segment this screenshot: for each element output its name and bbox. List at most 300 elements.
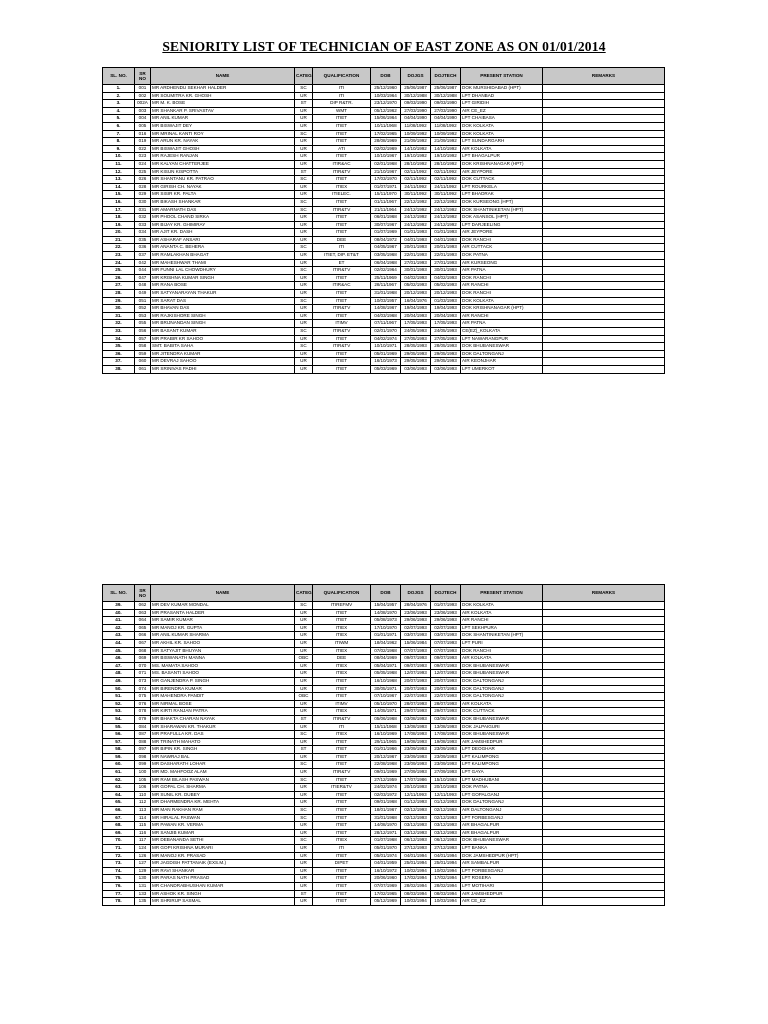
sl-no-cell: 24. (103, 259, 135, 267)
qualification-cell: ITIEX (313, 183, 371, 191)
name-cell: MR RAJKISHORE SINGH (151, 312, 295, 320)
dob-cell: 16/10/1973 (371, 358, 401, 366)
dojtech-cell: 03/12/1993 (431, 829, 461, 837)
sl-no-cell: 46. (103, 655, 135, 663)
name-cell: MR RAM BILASH PASWAN (151, 776, 295, 784)
category-cell: ST (295, 100, 313, 108)
sl-no-cell: 58. (103, 746, 135, 754)
dojgs-cell: 19/04/1993 (401, 305, 431, 313)
dob-cell: 16/10/1972 (371, 867, 401, 875)
name-cell: MR GOPI KRISHNA MURARI (151, 845, 295, 853)
category-cell: UR (295, 138, 313, 146)
qualification-cell: ITIET (313, 799, 371, 807)
qualification-cell: ITI (313, 723, 371, 731)
sr-no-cell: 005 (135, 122, 151, 130)
dojgs-cell: 29/05/1993 (401, 350, 431, 358)
dojgs-cell: 04/01/1994 (401, 852, 431, 860)
qualification-cell: ITIET (313, 176, 371, 184)
remarks-cell (543, 655, 665, 663)
sr-no-cell: 031 (135, 206, 151, 214)
name-cell: MR PRASANTA HALDER (151, 609, 295, 617)
sl-no-cell: 35. (103, 343, 135, 351)
dob-cell: 05/12/1962 (371, 107, 401, 115)
sr-no-cell: 052 (135, 305, 151, 313)
sl-no-cell: 39. (103, 602, 135, 610)
remarks-cell (543, 867, 665, 875)
dob-cell: 23/12/1970 (371, 100, 401, 108)
remarks-cell (543, 214, 665, 222)
remarks-cell (543, 145, 665, 153)
table-row (103, 115, 665, 123)
qualification-cell: ITIR&AC (313, 282, 371, 290)
table-header-2 (103, 585, 665, 602)
table-row (103, 845, 665, 853)
sr-no-cell: 062 (135, 602, 151, 610)
category-header: CATEG (295, 68, 313, 85)
category-cell: UR (295, 753, 313, 761)
name-cell: MR BISWANATH MANNA (151, 655, 295, 663)
remarks-cell (543, 183, 665, 191)
remarks-cell (543, 115, 665, 123)
name-cell: MR KRISHNA KUMAR SINGH (151, 274, 295, 282)
qualification-cell: DEE (313, 236, 371, 244)
sr-no-cell: 135 (135, 898, 151, 906)
remarks-cell (543, 860, 665, 868)
dob-cell: 02/02/1964 (371, 267, 401, 275)
category-cell: UR (295, 700, 313, 708)
remarks-cell (543, 206, 665, 214)
dob-cell: 14/05/1971 (371, 708, 401, 716)
sr-no-cell: 003 (135, 107, 151, 115)
qualification-cell: ITIET (313, 882, 371, 890)
category-cell: SC (295, 267, 313, 275)
present-station-cell: DOK ASANSOL (HPT) (461, 214, 543, 222)
sr-no-cell: 100 (135, 769, 151, 777)
sl-no-cell: 29. (103, 297, 135, 305)
dob-cell: 01/11/1967 (371, 198, 401, 206)
dojgs-cell: 22/12/1992 (401, 198, 431, 206)
sr-no-cell: 019 (135, 138, 151, 146)
dojtech-cell: 28/02/1994 (431, 882, 461, 890)
remarks-cell (543, 602, 665, 610)
dojgs-cell: 23/09/1993 (401, 761, 431, 769)
sr-no-cell: 076 (135, 700, 151, 708)
category-cell: SC (295, 297, 313, 305)
sr-no-cell: 001 (135, 85, 151, 93)
remarks-cell (543, 328, 665, 336)
table-row (103, 829, 665, 837)
dojtech-cell: 12/11/1993 (431, 791, 461, 799)
table-row (103, 890, 665, 898)
dob-cell: 20/06/1960 (371, 875, 401, 883)
sl-no-cell: 57. (103, 738, 135, 746)
sl-no-cell: 1. (103, 85, 135, 93)
remarks-cell (543, 138, 665, 146)
qualification-cell: ITIWM (313, 639, 371, 647)
qualification-cell: ITIET (313, 214, 371, 222)
dojgs-cell: 12/11/1993 (401, 791, 431, 799)
remarks-cell (543, 852, 665, 860)
present-station-cell: AIR KOLKATA (461, 655, 543, 663)
dojtech-cell: 03/12/1993 (431, 822, 461, 830)
dojgs-cell: 30/11/1992 (401, 191, 431, 199)
name-cell: MR SATYANARAYAN THAKUR (151, 290, 295, 298)
qualification-cell: ITIET (313, 115, 371, 123)
dojtech-cell: 02/12/1993 (431, 814, 461, 822)
dob-cell: 29/11/1965 (371, 738, 401, 746)
sr-no-cell: 071 (135, 670, 151, 678)
dojgs-cell: 03/08/1993 (401, 715, 431, 723)
category-cell: UR (295, 898, 313, 906)
qualification-cell: ITIET (313, 852, 371, 860)
sr-no-cell: 025 (135, 168, 151, 176)
name-cell: MR SANJIB KUMAR (151, 829, 295, 837)
remarks-cell (543, 267, 665, 275)
dob-cell: 10/03/1964 (371, 92, 401, 100)
qualification-cell: ITIET (313, 898, 371, 906)
table-row (103, 122, 665, 130)
qualification-cell: ITIET (313, 198, 371, 206)
category-cell: UR (295, 145, 313, 153)
remarks-cell (543, 274, 665, 282)
present-station-cell: DOK JAMSHEDPUR (HPT) (461, 852, 543, 860)
category-cell: UR (295, 274, 313, 282)
dob-cell: 05/06/1968 (371, 715, 401, 723)
dob-cell: 03/05/1968 (371, 252, 401, 260)
sl-no-cell: 44. (103, 639, 135, 647)
dob-cell: 05/12/1969 (371, 898, 401, 906)
sl-no-cell: 14. (103, 183, 135, 191)
sr-no-cell: 059 (135, 350, 151, 358)
table-row (103, 670, 665, 678)
name-cell: MR MRINAL KANTI ROY (151, 130, 295, 138)
name-cell: MR ANANTA C. BEHERA (151, 244, 295, 252)
qualification-cell: ITIET (313, 274, 371, 282)
sr-no-cell: 105 (135, 776, 151, 784)
name-cell: SMT. BABITA SAHA (151, 343, 295, 351)
remarks-cell (543, 320, 665, 328)
category-cell: SC (295, 328, 313, 336)
table-row (103, 229, 665, 237)
name-cell: MR RAVI SHANKAR (151, 867, 295, 875)
sr-no-cell: 036 (135, 244, 151, 252)
sl-no-cell: 71. (103, 845, 135, 853)
qualification-cell: ITIEX (313, 708, 371, 716)
name-cell: MS. MAMATA SAHOO (151, 662, 295, 670)
sl-no-cell: 16. (103, 198, 135, 206)
category-cell: UR (295, 305, 313, 313)
dojgs-cell: 20/04/1993 (401, 312, 431, 320)
dob-cell: 31/01/1968 (371, 814, 401, 822)
dojtech-cell: 10/09/1992 (431, 130, 461, 138)
name-cell: MR GIRISH CH. NAYAK (151, 183, 295, 191)
qualification-cell: ITI (313, 244, 371, 252)
present-station-cell: AIR KOLKATA (461, 145, 543, 153)
dojgs-cell: 11/08/1992 (401, 122, 431, 130)
dojtech-cell: 24/05/1993 (431, 328, 461, 336)
present-station-cell: DOK KOLKATA (461, 602, 543, 610)
dojtech-cell: 24/11/1992 (431, 183, 461, 191)
dojtech-cell: 04/02/1993 (431, 274, 461, 282)
sl-no-cell: 15. (103, 191, 135, 199)
dojgs-cell: 01/01/1993 (401, 229, 431, 237)
qualification-cell: ITIMV (313, 320, 371, 328)
table-row (103, 807, 665, 815)
dojgs-cell: 17/02/1994 (401, 875, 431, 883)
remarks-cell (543, 191, 665, 199)
dojgs-cell: 04/02/1993 (401, 274, 431, 282)
sl-no-cell: 3. (103, 100, 135, 108)
table-row (103, 335, 665, 343)
qualification-cell: ITIEX (313, 662, 371, 670)
present-station-cell: DOK SHANTINIKETAN (HPT) (461, 632, 543, 640)
dojtech-cell: 23/09/1993 (431, 753, 461, 761)
present-station-cell: DOK JALPAIGURI (461, 723, 543, 731)
table-row (103, 860, 665, 868)
sr-no-cell: 030 (135, 198, 151, 206)
dojtech-cell: 23/09/1993 (431, 746, 461, 754)
name-cell: MR TRINATH MAHATO (151, 738, 295, 746)
category-cell: UR (295, 662, 313, 670)
dojtech-cell: 20/07/1993 (431, 677, 461, 685)
present-station-cell: AIR KURSEONG (461, 259, 543, 267)
sl-no-cell: 25. (103, 267, 135, 275)
table-row (103, 814, 665, 822)
dob-cell: 28/11/1967 (371, 282, 401, 290)
dojgs-cell: 24/12/1992 (401, 214, 431, 222)
table-row (103, 168, 665, 176)
name-cell: MR RANA BOSE (151, 282, 295, 290)
sl-no-cell: 20. (103, 229, 135, 237)
sl-no-cell: 77. (103, 890, 135, 898)
table-row (103, 252, 665, 260)
sl-no-cell: 75. (103, 875, 135, 883)
present-station-cell: AIR RANCHI (461, 617, 543, 625)
category-cell: UR (295, 860, 313, 868)
category-cell: SC (295, 244, 313, 252)
category-cell: SC (295, 731, 313, 739)
dojtech-header: DOJTECH (431, 585, 461, 602)
remarks-cell (543, 845, 665, 853)
category-cell: UR (295, 107, 313, 115)
category-cell: UR (295, 875, 313, 883)
remarks-cell (543, 130, 665, 138)
category-cell: UR (295, 867, 313, 875)
table-row (103, 153, 665, 161)
category-cell: SC (295, 761, 313, 769)
sl-no-cell: 18. (103, 214, 135, 222)
table-row (103, 715, 665, 723)
table-row (103, 236, 665, 244)
remarks-cell (543, 176, 665, 184)
remarks-cell (543, 100, 665, 108)
sr-no-cell: 116 (135, 829, 151, 837)
dojgs-cell: 24/12/1992 (401, 206, 431, 214)
dojgs-header: DOJGS (401, 585, 431, 602)
remarks-cell (543, 92, 665, 100)
dojtech-cell: 09/03/1990 (431, 100, 461, 108)
qualification-cell: ATI (313, 145, 371, 153)
present-station-cell: LPT GAYA (461, 769, 543, 777)
dojtech-cell: 02/11/1992 (431, 176, 461, 184)
category-cell: UR (295, 882, 313, 890)
sl-no-cell: 59. (103, 753, 135, 761)
sl-no-cell: 78. (103, 898, 135, 906)
sr-no-cell: 004 (135, 115, 151, 123)
sr-no-cell: 063 (135, 609, 151, 617)
present-station-cell: AIR CUTTACK (461, 244, 543, 252)
dojtech-cell: 22/01/1993 (431, 252, 461, 260)
category-cell: UR (295, 160, 313, 168)
dob-cell: 14/08/1970 (371, 609, 401, 617)
present-station-cell: AIR BHAGALPUR (461, 822, 543, 830)
sl-no-cell: 37. (103, 358, 135, 366)
remarks-cell (543, 700, 665, 708)
remarks-cell (543, 890, 665, 898)
sl-no-cell: 32. (103, 320, 135, 328)
dojgs-cell: 12/07/1993 (401, 670, 431, 678)
qualification-cell: ITIR&TV (313, 168, 371, 176)
remarks-cell (543, 685, 665, 693)
remarks-cell (543, 221, 665, 229)
table-row (103, 761, 665, 769)
table-row (103, 602, 665, 610)
present-station-cell: LPT CHAIBASA (461, 115, 543, 123)
qualification-cell: ITIR&AC (313, 160, 371, 168)
remarks-cell (543, 85, 665, 93)
dojtech-cell: 04/01/1994 (431, 852, 461, 860)
dojgs-cell: 09/07/1993 (401, 655, 431, 663)
present-station-cell: DOK BHUBANESWAR (461, 670, 543, 678)
dob-cell: 16/10/1968 (371, 677, 401, 685)
dojtech-cell: 29/05/1993 (431, 350, 461, 358)
present-station-cell: DOK BHUBANESWAR (461, 662, 543, 670)
dojtech-cell: 22/07/1993 (431, 693, 461, 701)
dob-cell: 22/08/1968 (371, 761, 401, 769)
qualification-cell: ITIEX (313, 731, 371, 739)
table-row (103, 206, 665, 214)
remarks-cell (543, 799, 665, 807)
sl-no-cell: 64. (103, 791, 135, 799)
remarks-cell (543, 693, 665, 701)
remarks-cell (543, 624, 665, 632)
present-station-cell: DOK BHUBANESWAR (461, 715, 543, 723)
qualification-cell: ITIET (313, 221, 371, 229)
name-cell: MR MAHENDRA PANDIT (151, 693, 295, 701)
qualification-cell: ITIET (313, 335, 371, 343)
sl-no-cell: 42. (103, 624, 135, 632)
dojtech-cell: 01/01/1993 (431, 229, 461, 237)
present-station-cell: DOK KOLKATA (461, 297, 543, 305)
dojtech-cell: 07/07/1993 (431, 647, 461, 655)
sr-no-cell: 113 (135, 807, 151, 815)
present-station-cell: LPT UMERKOT (461, 365, 543, 373)
remarks-cell (543, 122, 665, 130)
sl-no-cell: 55. (103, 723, 135, 731)
name-cell: MR HIRALAL PASWAN (151, 814, 295, 822)
dojtech-cell: 27/12/1993 (431, 845, 461, 853)
sr-no-cell: 127 (135, 860, 151, 868)
category-cell: UR (295, 845, 313, 853)
qualification-cell: ITIET (313, 350, 371, 358)
dojtech-cell: 20/07/1993 (431, 685, 461, 693)
sr-no-cell: 051 (135, 297, 151, 305)
dojtech-cell: 25/01/1994 (431, 860, 461, 868)
category-cell: UR (295, 632, 313, 640)
table-row (103, 867, 665, 875)
table-row (103, 837, 665, 845)
sl-no-cell: 76. (103, 882, 135, 890)
category-cell: UR (295, 685, 313, 693)
category-cell: UR (295, 350, 313, 358)
dojgs-cell: 15/06/1984 (401, 639, 431, 647)
present-station-cell: AIR DALTONGANJ (461, 807, 543, 815)
table-row (103, 358, 665, 366)
present-station-cell: DOK RANCHI (461, 274, 543, 282)
present-station-cell: DOK CUTTACK (461, 708, 543, 716)
present-station-cell: AIR CE_EZ (461, 107, 543, 115)
table-row (103, 183, 665, 191)
name-cell: MR SATYAJIT BHUYAN (151, 647, 295, 655)
table-row (103, 784, 665, 792)
qualification-cell: ITIET (313, 365, 371, 373)
table-row (103, 647, 665, 655)
present-station-cell: AIR CE_EZ (461, 898, 543, 906)
sl-no-cell: 63. (103, 784, 135, 792)
dojtech-cell: 03/08/1993 (431, 715, 461, 723)
name-cell: MR SHRIRUP SASMAL (151, 898, 295, 906)
category-cell: UR (295, 617, 313, 625)
sl-no-cell: 36. (103, 350, 135, 358)
name-cell: MR BISWAJIT DEY (151, 122, 295, 130)
remarks-cell (543, 769, 665, 777)
dojtech-cell: 19/04/1993 (431, 305, 461, 313)
dob-cell: 10/11/1968 (371, 122, 401, 130)
dojgs-cell: 30/01/1993 (401, 267, 431, 275)
dob-header: DOB (371, 585, 401, 602)
name-cell: MR DASHARATH LOHAR (151, 761, 295, 769)
name-cell: MR ANIL KUMAR (151, 115, 295, 123)
dojtech-cell: 28/07/1993 (431, 700, 461, 708)
category-cell: UR (295, 365, 313, 373)
dob-cell: 05/04/1971 (371, 662, 401, 670)
present-station-cell: LPT BHAGALPUR (461, 153, 543, 161)
dob-header: DOB (371, 68, 401, 85)
name-cell: MR JITENDRA KUMAR (151, 350, 295, 358)
qualification-cell: ITIELEC. (313, 191, 371, 199)
sl-no-header: SL. NO. (103, 585, 135, 602)
table-row (103, 746, 665, 754)
category-cell: OBC (295, 655, 313, 663)
name-header: NAME (151, 585, 295, 602)
category-cell: SC (295, 814, 313, 822)
sl-no-cell: 21. (103, 236, 135, 244)
dob-cell: 17/03/1970 (371, 176, 401, 184)
dojgs-cell: 10/02/1994 (401, 867, 431, 875)
dojgs-cell: 03/06/1993 (401, 365, 431, 373)
sl-no-cell: 38. (103, 365, 135, 373)
dojtech-cell: 17/02/1994 (431, 875, 461, 883)
category-cell: UR (295, 153, 313, 161)
dojgs-cell: 03/12/1993 (401, 829, 431, 837)
dob-cell: 28/12/1971 (371, 829, 401, 837)
present-station-cell: LPT SEKHPURA (461, 624, 543, 632)
sl-no-cell: 19. (103, 221, 135, 229)
table-row (103, 328, 665, 336)
dojgs-cell: 02/07/1993 (401, 624, 431, 632)
name-cell: MR SUNIL KR. DUBEY (151, 791, 295, 799)
table-row (103, 191, 665, 199)
